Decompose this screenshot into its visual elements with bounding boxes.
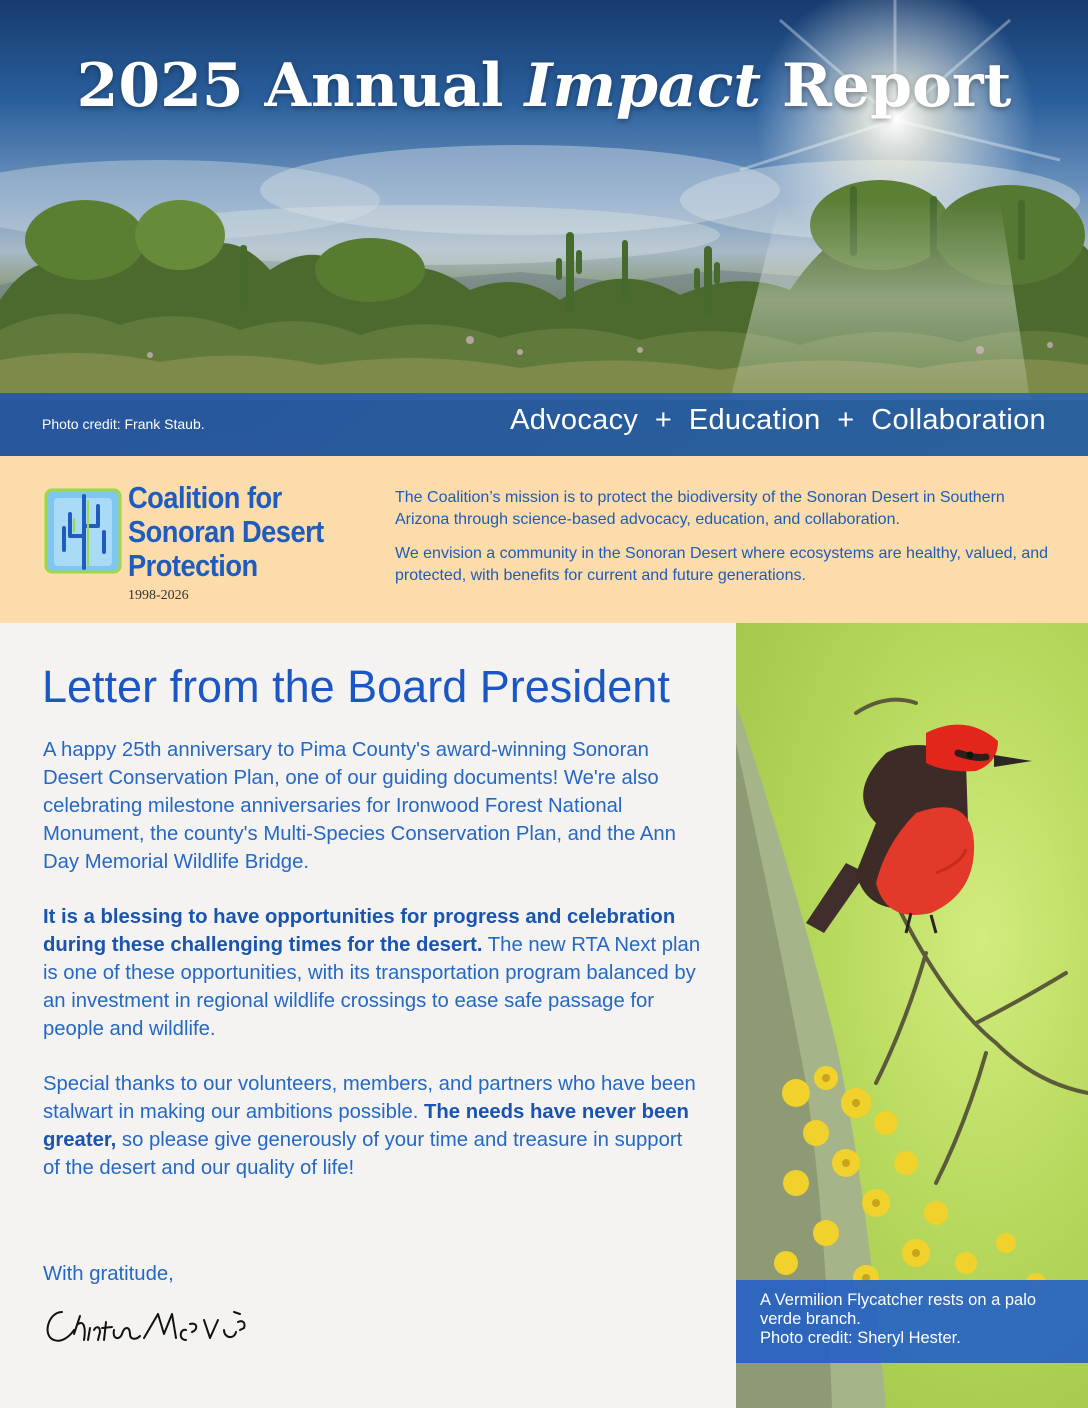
report-title: 2025 Annual Impact Report (76, 51, 1012, 121)
hero-photo (0, 0, 1088, 456)
letter-paragraph-2: It is a blessing to have opportunities for progress and celebration during these challenging times for the desert. The new RTA Next plan is one of these opportunities, with its transportation program balanced by an investment in regional wildlife crossings to ease safe passage for people and wildlife. (43, 906, 701, 1040)
cactus-logo-icon (44, 480, 124, 580)
bird-caption (760, 1291, 1060, 1348)
letter-emphasis: It is a blessing to have opportunities for progress and celebration during these challenging times for the desert. (43, 906, 676, 956)
bird-photo-credit: Photo credit: Sheryl Hester. (760, 1329, 961, 1347)
org-name-line-3: Protection (128, 548, 258, 583)
report-title-italic: Impact (524, 51, 762, 121)
org-years: 1998-2026 (128, 588, 189, 603)
letter-paragraph-1: A happy 25th anniversary to Pima County's award-winning Sonoran Desert Conservation Plan, one of our guiding documents! We're also celebrating milestone anniversaries for Ironwood Forest National Monument, the county's Multi-Species Conservation Plan, and the Ann Day Memorial Wildlife Bridge. (43, 739, 676, 873)
letter-body (43, 736, 703, 1209)
tagline: Advocacy + Education + Collaboration (510, 404, 1046, 436)
letter-paragraph-3: Special thanks to our volunteers, members, and partners who have been stalwart in making our ambitions possible. The needs have never been greater, so please give generously of your time and treasure in support of the desert and our quality of life! (43, 1073, 696, 1179)
hero-photo-credit: Photo credit: Frank Staub. (42, 416, 205, 432)
org-name-line-1: Coalition for (128, 480, 282, 515)
mission-paragraph: The Coalition’s mission is to protect the biodiversity of the Sonoran Desert in Southern Arizona through science-based advocacy, education, and collaboration. (395, 489, 1005, 528)
letter-emphasis-2: The needs have never been greater, (43, 1101, 689, 1151)
bird-shape (806, 725, 1032, 933)
org-name-line-2: Sonoran Desert (128, 514, 324, 549)
letter-title: Letter from the Board President (42, 661, 670, 712)
mission-statement (395, 487, 1055, 599)
bird-caption-text: A Vermilion Flycatcher rests on a palo verde branch. (760, 1291, 1037, 1328)
vision-paragraph: We envision a community in the Sonoran Desert where ecosystems are healthy, valued, and protected, with benefits for current and future generations. (395, 545, 1049, 584)
letter-signoff: With gratitude, (43, 1263, 174, 1285)
signature-icon (40, 1300, 300, 1352)
org-name (128, 481, 324, 583)
